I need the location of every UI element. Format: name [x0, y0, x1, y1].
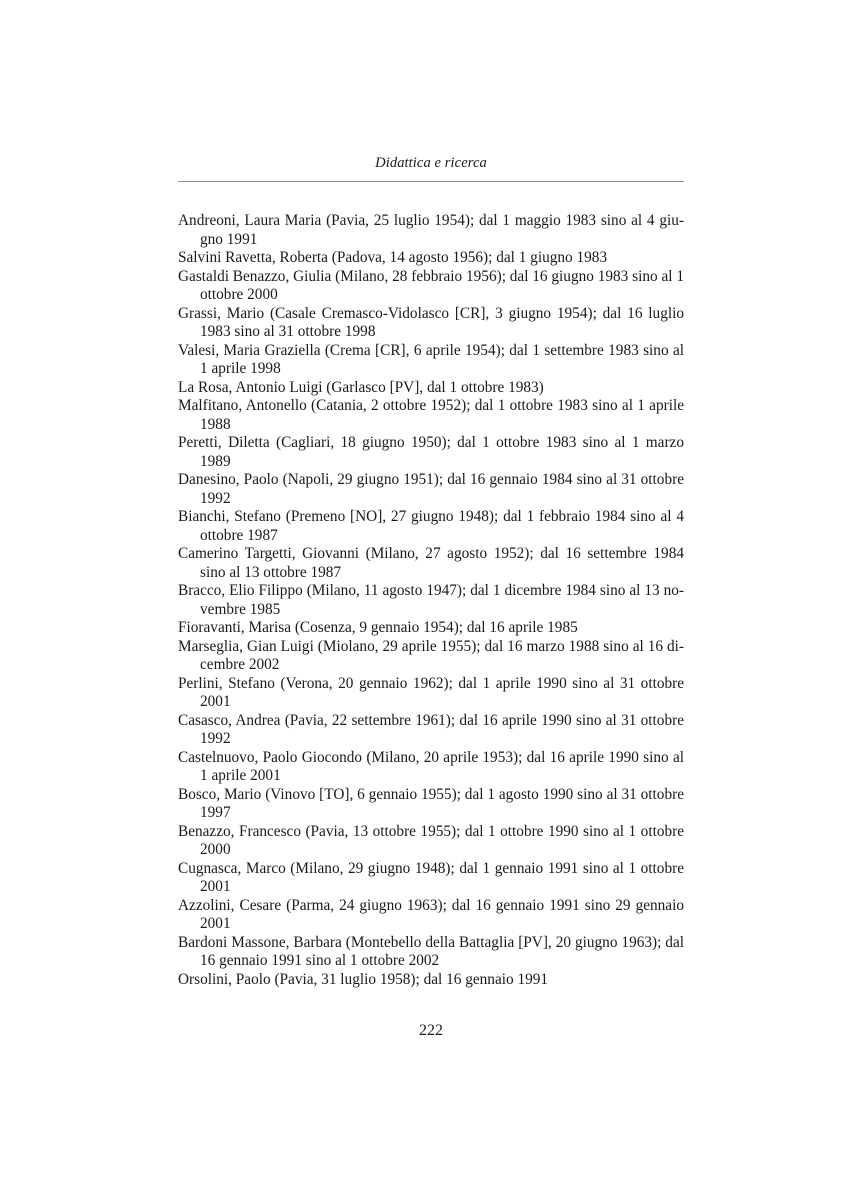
- running-title: Didattica e ricerca: [375, 155, 487, 171]
- list-item: Peretti, Diletta (Cagliari, 18 giugno 1950); dal 1 ottobre 1983 sino al 1 marzo 1989: [178, 434, 684, 470]
- staff-list: [178, 212, 684, 989]
- list-item: Bianchi, Stefano (Premeno [NO], 27 giugno 1948); dal 1 febbraio 1984 sino al 4 ottobre 1987: [178, 508, 684, 544]
- list-item: Benazzo, Francesco (Pavia, 13 ottobre 1955); dal 1 ottobre 1990 sino al 1 ottobre 2000: [178, 822, 684, 858]
- list-item: Cugnasca, Marco (Milano, 29 giugno 1948); dal 1 gennaio 1991 sino al 1 ottobre 2001: [178, 859, 684, 895]
- list-item: Bardoni Massone, Barbara (Montebello della Battaglia [PV], 20 giugno 1963); dal 16 gennaio 1991 sino al 1 ottobre 2002: [178, 933, 684, 969]
- list-item: Malfitano, Antonello (Catania, 2 ottobre 1952); dal 1 ottobre 1983 sino al 1 aprile 1988: [178, 397, 684, 433]
- list-item: Orsolini, Paolo (Pavia, 31 luglio 1958); dal 16 gennaio 1991: [178, 970, 549, 988]
- list-item: Perlini, Stefano (Verona, 20 gennaio 1962); dal 1 aprile 1990 sino al 31 ottobre 2001: [178, 674, 684, 710]
- page-number: 222: [419, 1022, 443, 1039]
- list-item: Bosco, Mario (Vinovo [TO], 6 gennaio 1955); dal 1 agosto 1990 sino al 31 ottobre 1997: [178, 785, 684, 821]
- list-item: Andreoni, Laura Maria (Pavia, 25 luglio 1954); dal 1 maggio 1983 sino al 4 giugno 1991: [178, 212, 684, 248]
- list-item: Salvini Ravetta, Roberta (Padova, 14 agosto 1956); dal 1 giugno 1983: [178, 249, 608, 266]
- list-item: Danesino, Paolo (Napoli, 29 giugno 1951); dal 16 gennaio 1984 sino al 31 ottobre 1992: [178, 471, 684, 507]
- list-item: Fioravanti, Marisa (Cosenza, 9 gennaio 1954); dal 16 aprile 1985: [178, 619, 578, 636]
- list-item: Gastaldi Benazzo, Giulia (Milano, 28 febbraio 1956); dal 16 giugno 1983 sino al 1 ottobre 2000: [178, 267, 684, 303]
- list-item: Castelnuovo, Paolo Giocondo (Milano, 20 aprile 1953); dal 16 aprile 1990 sino al 1 aprile 2001: [178, 748, 684, 784]
- list-item: Azzolini, Cesare (Parma, 24 giugno 1963); dal 16 gennaio 1991 sino 29 gennaio 2001: [178, 896, 684, 932]
- header-rule: [178, 181, 684, 182]
- list-item: Camerino Targetti, Giovanni (Milano, 27 agosto 1952); dal 16 settembre 1984 sino al 13 ottobre 1987: [178, 545, 684, 581]
- list-item: Marseglia, Gian Luigi (Miolano, 29 aprile 1955); dal 16 marzo 1988 sino al 16 dicembre 2002: [178, 637, 684, 673]
- list-item: Casasco, Andrea (Pavia, 22 settembre 1961); dal 16 aprile 1990 sino al 31 ottobre 1992: [178, 711, 684, 747]
- list-item: La Rosa, Antonio Luigi (Garlasco [PV], dal 1 ottobre 1983): [178, 378, 544, 396]
- list-item: Valesi, Maria Graziella (Crema [CR], 6 aprile 1954); dal 1 settembre 1983 sino al 1 aprile 1998: [178, 341, 684, 377]
- list-item: Bracco, Elio Filippo (Milano, 11 agosto 1947); dal 1 dicembre 1984 sino al 13 novembre 1985: [178, 582, 684, 618]
- list-item: Grassi, Mario (Casale Cremasco-Vidolasco [CR], 3 giugno 1954); dal 16 luglio 1983 sino al 31 ottobre 1998: [178, 304, 684, 340]
